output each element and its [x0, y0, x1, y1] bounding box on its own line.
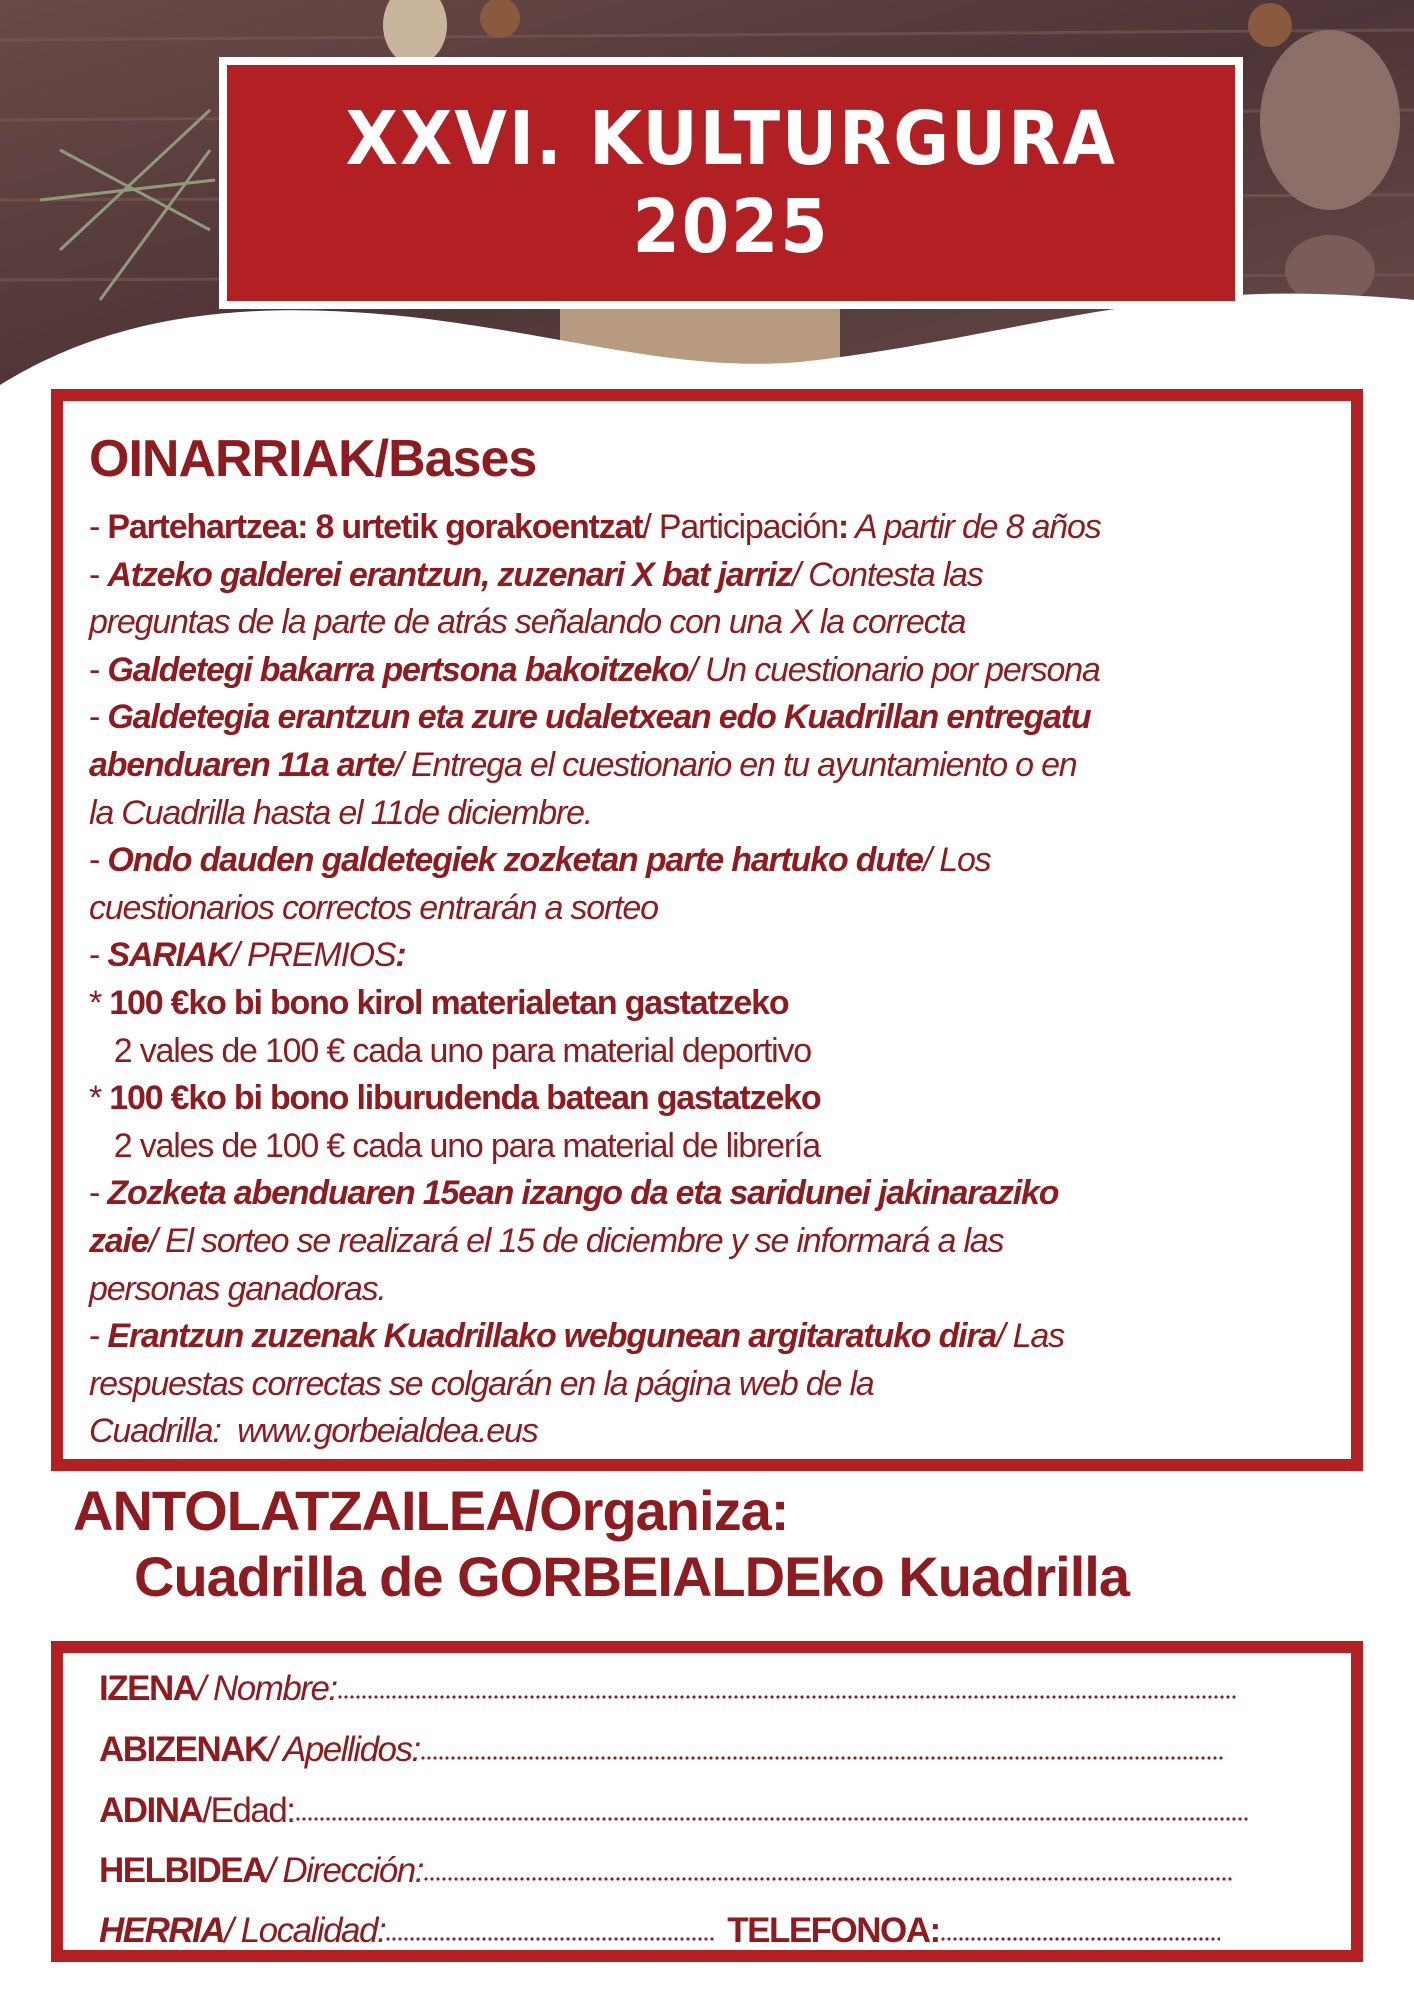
rule-line: [89, 933, 406, 977]
rule-text: -: [89, 936, 108, 975]
rule-text: -: [89, 508, 108, 546]
rule-line: [89, 1219, 1003, 1263]
phone-input-line[interactable]: [940, 1936, 1220, 1942]
rule-line: [89, 648, 1100, 692]
rule-text: 100 €ko bi bono liburudenda batean gastatzeko: [109, 1079, 821, 1118]
rule-text: / Un cuestionario por persona: [688, 650, 1100, 689]
rule-line: [89, 695, 1091, 739]
rule-text: 2 vales de 100 € cada uno para material de librería: [89, 1126, 820, 1165]
name-label-eu: IZENA: [99, 1669, 197, 1708]
name-input-line[interactable]: [337, 1694, 1237, 1700]
rule-line: [89, 1124, 820, 1168]
rule-text: -: [89, 1174, 108, 1213]
rule-text: cuestionarios correctos entrarán a sorteo: [89, 888, 658, 927]
rule-text: 2 vales de 100 € cada uno para material deportivo: [89, 1031, 811, 1070]
name-label-es: / Nombre:: [196, 1669, 337, 1708]
rule-line: [89, 838, 990, 882]
rule-text: Atzeko galderei erantzun, zuzenari X bat jarriz: [107, 555, 792, 594]
age-label-eu: ADINA: [99, 1791, 203, 1830]
name-field[interactable]: [99, 1665, 1237, 1709]
address-field[interactable]: [99, 1847, 1233, 1891]
event-title: XXVI. KULTURGURA: [345, 96, 1117, 182]
address-label-eu: HELBIDEA: [99, 1851, 266, 1890]
address-input-line[interactable]: [423, 1876, 1233, 1882]
rule-text: 100 €ko bi bono kirol materialetan gastatzeko: [109, 984, 789, 1022]
organizer-label: ANTOLATZAILEA/Organiza:: [73, 1479, 789, 1542]
rules-heading: OINARRIAK/Bases: [89, 430, 537, 488]
rule-text: / Entrega el cuestionario en tu ayuntamiento o en: [394, 746, 1077, 784]
surname-label-eu: ABIZENAK: [99, 1730, 268, 1769]
rule-line: [89, 1076, 820, 1120]
rule-text: -: [89, 841, 108, 880]
rule-text: preguntas de la parte de atrás señalando con una X la correcta: [89, 603, 966, 642]
town-label-es: / Localidad:: [224, 1911, 386, 1950]
rule-line: [89, 1029, 811, 1073]
rule-text: Partehartzea: 8 urtetik gorakoentzat: [107, 508, 643, 546]
age-label-es: /Edad:: [202, 1791, 295, 1830]
organizer-name: Cuadrilla de GORBEIALDEko Kuadrilla: [134, 1545, 1129, 1608]
rule-text: Erantzun zuzenak Kuadrillako webgunean argitaratuko dira: [107, 1317, 997, 1356]
surname-field[interactable]: [99, 1726, 1225, 1770]
rule-text: Galdetegi bakarra pertsona bakoitzeko: [107, 650, 689, 689]
rule-text: -: [89, 1317, 108, 1356]
rule-text: *: [89, 984, 110, 1022]
rule-text: zaie: [89, 1222, 149, 1260]
rule-text: respuestas correctas se colgarán en la página web de la: [89, 1364, 874, 1403]
rule-line: [89, 1171, 1058, 1215]
rule-line: [89, 886, 658, 930]
address-label-es: / Dirección:: [265, 1851, 423, 1890]
rule-text: A partir de 8 años: [848, 508, 1101, 546]
rule-text: Zozketa abenduaren 15ean izango da eta saridunei jakinaraziko: [107, 1174, 1059, 1213]
rule-line: [89, 1362, 874, 1406]
rule-text: / Los: [922, 841, 991, 880]
surname-label-es: / Apellidos:: [267, 1730, 420, 1769]
rule-line: [89, 600, 965, 644]
phone-label: TELEFONOA:: [727, 1911, 940, 1950]
rule-text: / Participación: [642, 508, 838, 546]
rule-text: *: [89, 1079, 110, 1118]
event-year: 2025: [632, 184, 830, 270]
rule-text: :: [837, 508, 849, 546]
rule-text: Galdetegia erantzun eta zure udaletxean edo Kuadrillan entregatu: [107, 698, 1091, 737]
age-field[interactable]: [99, 1787, 1250, 1831]
town-label-eu: HERRIA: [99, 1911, 225, 1950]
rule-text: -: [89, 555, 108, 594]
surname-input-line[interactable]: [420, 1755, 1225, 1761]
age-input-line[interactable]: [295, 1816, 1250, 1822]
rule-text: abenduaren 11a arte: [89, 746, 395, 784]
title-banner: [219, 57, 1243, 309]
rule-text: Cuadrilla: www.gorbeialdea.eus: [89, 1412, 538, 1451]
rule-text: / PREMIOS: [230, 936, 396, 975]
rule-line: [89, 1267, 386, 1311]
rule-text: / Contesta las: [791, 555, 983, 594]
rule-text: -: [89, 698, 108, 737]
rule-line: [89, 791, 592, 835]
town-phone-field[interactable]: [99, 1907, 1220, 1951]
rule-text: -: [89, 650, 108, 689]
rule-line: [89, 981, 788, 1025]
rule-line: [89, 1314, 1064, 1358]
entry-form: [51, 1641, 1363, 1962]
rule-text: :: [395, 936, 406, 975]
rule-text: personas ganadoras.: [89, 1269, 386, 1308]
rule-line: [89, 505, 1101, 549]
rule-line: [89, 1409, 538, 1453]
rule-text: SARIAK: [107, 936, 231, 975]
rule-text: / Las: [996, 1317, 1064, 1356]
town-input-line[interactable]: [385, 1936, 715, 1942]
rule-text: Ondo dauden galdetegiek zozketan parte hartuko dute: [107, 841, 923, 880]
rule-text: la Cuadrilla hasta el 11de diciembre.: [89, 793, 593, 832]
rule-text: / El sorteo se realizará el 15 de diciembre y se informará a las: [148, 1222, 1004, 1260]
rules-box: [51, 389, 1363, 1471]
rule-line: [89, 743, 1077, 787]
rule-line: [89, 553, 983, 597]
